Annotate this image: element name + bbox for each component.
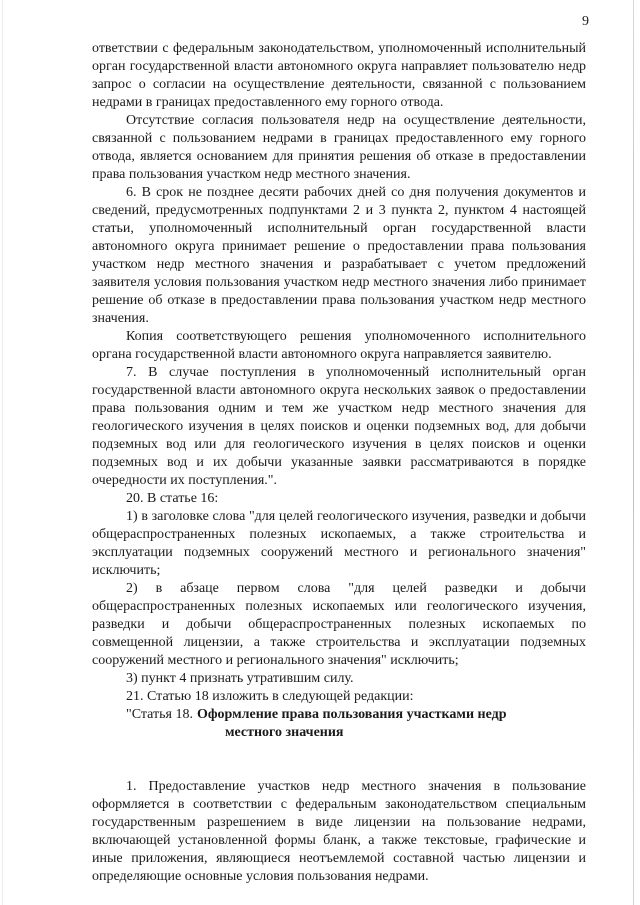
paragraph: 3) пункт 4 признать утратившим силу. xyxy=(126,671,354,686)
article-title xyxy=(193,706,507,742)
page-number: 9 xyxy=(582,14,589,29)
document-body xyxy=(92,40,586,886)
paragraph: 2) в абзаце первом слова "для целей разведки и добычи общераспространенных полезных ископаемых или геологического изучения, разведки и добычи общераспространенных полезных ископаемых по совмещенной лицензии, а также строительства и эксплуатации подземных сооружений местного и регионального значения" исключить; xyxy=(92,581,586,668)
paragraph: 6. В срок не позднее десяти рабочих дней со дня получения документов и сведений, предусмотренных подпунктами 2 и 3 пункта 2, пунктом 4 настоящей статьи, уполномоченный исполнительный орган государственной власти автономного округа принимает решение о предоставлении права пользования участком недр местного значения и разрабатывает с учетом предложений заявителя условия пользования участком недр местного значения либо принимает решение об отказе в предоставлении права пользования участком недр местного значения. xyxy=(92,185,586,326)
paragraph: 20. В статье 16: xyxy=(126,491,219,506)
article-title-line2: местного значения xyxy=(224,725,344,740)
paragraph: ответствии с федеральным законодательством, уполномоченный исполнительный орган государственной власти автономного округа направляет пользователю недр запрос о согласии на осуществление деятельности, связанной с пользованием недрами в границах предоставленного ему горного отвода. xyxy=(92,41,586,110)
paragraph: Отсутствие согласия пользователя недр на осуществление деятельности, связанной с пользованием недрами в границах предоставленного ему горного отвода, является основанием для принятия решения об отказе в предоставлении права пользования участком недр местного значения. xyxy=(92,113,586,182)
article-title-line1: Оформление права пользования участками недр xyxy=(196,707,507,722)
scan-edge-left xyxy=(2,0,3,905)
scan-edge-right xyxy=(633,0,634,905)
article-prefix: "Статья 18. xyxy=(126,707,193,722)
paragraph: Копия соответствующего решения уполномоченного исполнительного органа государственной власти автономного округа направляется заявителю. xyxy=(92,329,586,362)
paragraph: 1) в заголовке слова "для целей геологического изучения, разведки и добычи общераспространенных полезных ископаемых, а также строительства и эксплуатации подземных сооружений местного и регионального значения" исключить; xyxy=(92,509,586,578)
paragraph: 21. Статью 18 изложить в следующей редакции: xyxy=(126,689,414,704)
article-heading xyxy=(92,706,586,742)
paragraph: 7. В случае поступления в уполномоченный исполнительный орган государственной власти автономного округа нескольких заявок о предоставлении права пользования одним и тем же участком недр местного значения для геологического изучения в целях поисков и оценки подземных вод, для добычи подземных вод или для геологического изучения в целях поисков и оценки подземных вод и их добычи указанные заявки рассматриваются в порядке очередности их поступления.". xyxy=(92,365,586,488)
paragraph: 1. Предоставление участков недр местного значения в пользование оформляется в соответствии с федеральным законодательством специальным государственным разрешением в виде лицензии на пользование недрами, включающей установленной формы бланк, а также текстовые, графические и иные приложения, являющиеся неотъемлемой составной частью лицензии и определяющие основные условия пользования недрами. xyxy=(92,779,586,884)
